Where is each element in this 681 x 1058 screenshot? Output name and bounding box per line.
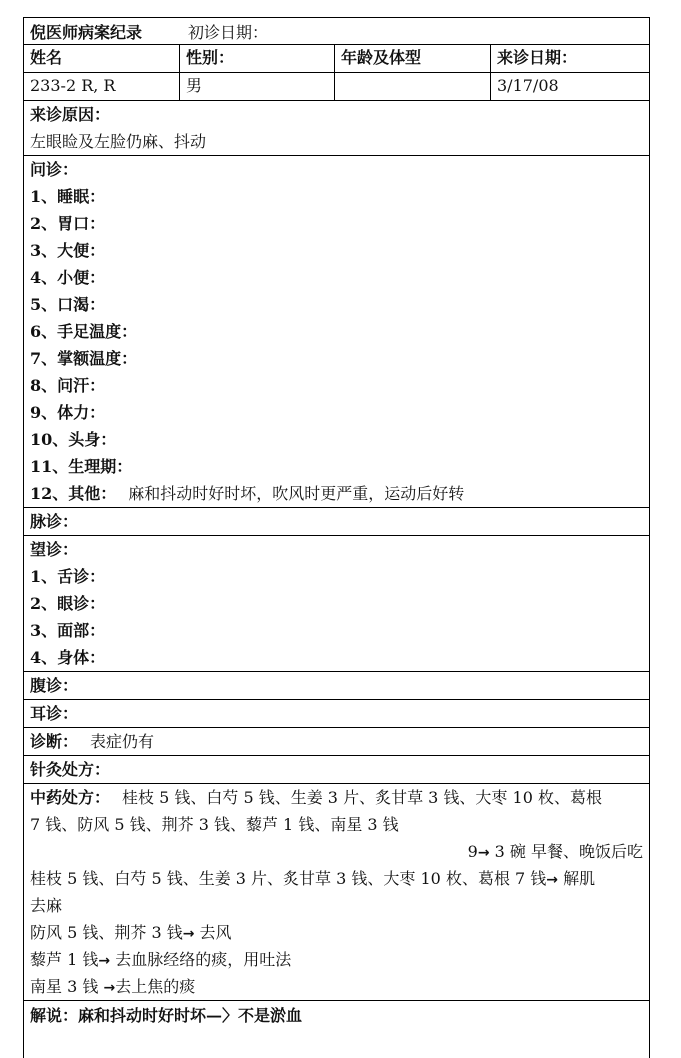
herbal-note-4 (30, 973, 643, 1000)
observe-label: 望诊： (30, 540, 79, 559)
inquiry-other-line (30, 480, 643, 507)
age-label: 年龄及体型 (335, 45, 491, 72)
visit-date-label: 来诊日期： (497, 48, 578, 67)
inquiry-item: 5、口渴： (30, 295, 106, 314)
patient-info-value-row (24, 73, 649, 101)
note-4-effect: 去上焦的痰 (115, 977, 196, 996)
note-3-effect: 去血脉经络的痰，用吐法 (115, 950, 292, 969)
arrow-icon: → (546, 872, 559, 888)
arrow-icon: → (103, 980, 116, 996)
explanation-label: 解说： (30, 1006, 79, 1025)
herbal-note-1-cont: 去麻 (30, 896, 63, 915)
herbal-note-1 (30, 865, 643, 892)
herbal-line-2: 7 钱、防风 5 钱、荆芥 3 钱、藜芦 1 钱、南星 3 钱 (30, 815, 399, 834)
dosage-prefix: 9 (467, 842, 478, 861)
inquiry-item: 6、手足温度： (30, 322, 138, 341)
patient-info-header-row (24, 45, 649, 73)
arrow-icon: → (98, 953, 111, 969)
note-1-effect: 解肌 (563, 869, 596, 888)
arrow-icon: → (182, 926, 195, 942)
inquiry-item: 10、头身： (30, 430, 117, 449)
gender-label: 性别： (180, 45, 335, 72)
explanation-section (24, 1001, 649, 1029)
note-4-herbs: 南星 3 钱 (30, 977, 99, 996)
reason-text: 左眼睑及左脸仍麻、抖动 (30, 132, 207, 151)
visit-date-value: 3/17/08 (497, 76, 559, 95)
inquiry-section (24, 156, 649, 508)
reason-label: 来诊原因： (30, 105, 111, 124)
herbal-note-2 (30, 919, 643, 946)
diagnosis-line (30, 728, 643, 755)
abdomen-section (24, 672, 649, 700)
first-visit-date-label: 初诊日期： (188, 22, 269, 42)
observe-item: 4、身体： (30, 648, 106, 667)
acupuncture-section (24, 756, 649, 784)
diagnosis-section (24, 728, 649, 756)
pulse-label: 脉诊： (30, 512, 79, 531)
inquiry-other-label: 12、其他： (30, 484, 117, 503)
explanation-text: 麻和抖动时好时坏—〉不是淤血 (78, 1006, 303, 1025)
inquiry-item: 7、掌额温度： (30, 349, 138, 368)
note-2-herbs: 防风 5 钱、荆芥 3 钱 (30, 923, 183, 942)
inquiry-item: 1、睡眠： (30, 187, 106, 206)
name-value: 233-2 R, R (24, 73, 180, 100)
herbal-label: 中药处方： (30, 788, 111, 807)
gender-value: 男 (180, 73, 335, 100)
ear-label: 耳诊： (30, 704, 79, 723)
note-1-herbs: 桂枝 5 钱、白芍 5 钱、生姜 3 片、炙甘草 3 钱、大枣 10 枚、葛根 7 钱 (30, 869, 547, 888)
observe-item: 2、眼诊： (30, 594, 106, 613)
inquiry-item: 2、胃口： (30, 214, 106, 233)
diagnosis-text: 表症仍有 (90, 732, 155, 751)
inquiry-item: 3、大便： (30, 241, 106, 260)
reason-section (24, 101, 649, 156)
observe-item: 1、舌诊： (30, 567, 106, 586)
abdomen-label: 腹诊： (30, 676, 79, 695)
inquiry-item: 11、生理期： (30, 457, 133, 476)
inquiry-label: 问诊： (30, 160, 79, 179)
observe-item: 3、面部： (30, 621, 106, 640)
acupuncture-label: 针灸处方： (30, 760, 111, 779)
pulse-section (24, 508, 649, 536)
note-3-herbs: 藜芦 1 钱 (30, 950, 99, 969)
inquiry-item: 8、问汗： (30, 376, 106, 395)
dosage-text: 3 碗 早餐、晚饭后吃 (494, 842, 643, 861)
observe-section (24, 536, 649, 672)
inquiry-item: 4、小便： (30, 268, 106, 287)
herbal-note-3 (30, 946, 643, 973)
medical-record-sheet (23, 17, 650, 1058)
herbal-line-1 (30, 784, 643, 811)
herbal-section (24, 784, 649, 1001)
diagnosis-label: 诊断： (30, 732, 79, 751)
record-header (24, 18, 649, 45)
arrow-icon: → (477, 845, 490, 861)
herbal-line-1-text: 桂枝 5 钱、白芍 5 钱、生姜 3 片、炙甘草 3 钱、大枣 10 枚、葛根 (122, 788, 602, 807)
inquiry-other-text: 麻和抖动时好时坏，吹风时更严重，运动后好转 (128, 484, 465, 503)
ear-section (24, 700, 649, 728)
age-value (335, 73, 491, 100)
explanation-line (30, 1002, 643, 1029)
inquiry-item: 9、体力： (30, 403, 106, 422)
herbal-dosage-line (30, 838, 643, 865)
name-label: 姓名 (24, 45, 180, 72)
record-title: 倪医师病案纪录 (30, 22, 143, 42)
note-2-effect: 去风 (199, 923, 232, 942)
